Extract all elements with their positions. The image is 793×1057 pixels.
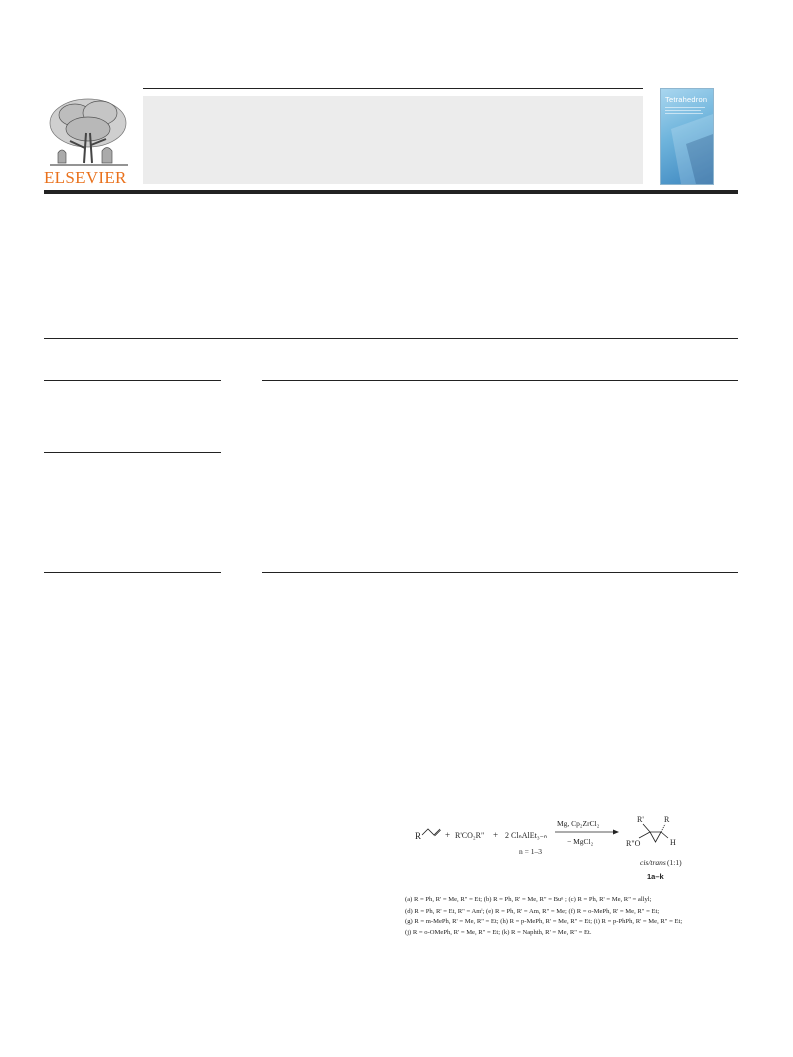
compound-label: 1a–k: [647, 872, 664, 881]
abstract-bottom-rule: [262, 572, 738, 573]
aluminum-reagent: 2 ClₙAlEt₃₋ₙ: [505, 831, 548, 840]
keywords-rule-1: [44, 380, 221, 381]
header-top-rule: [143, 88, 643, 89]
alkene-bond: [422, 829, 440, 835]
scheme-caption-line-2: (d) R = Ph, R' = Et, R" = Amⁱ; (e) R = Ph, R' = Am, R" = Me; (f) R = o-MePh, R' = Me, R" = Et;: [405, 908, 660, 915]
stereo-label: cis/trans: [640, 858, 666, 867]
stereo-ratio: (1:1): [667, 858, 682, 867]
bond-r-prime: [643, 824, 650, 832]
conditions-below: − MgCl₂: [567, 837, 594, 846]
publisher-wordmark: ELSEVIER: [44, 168, 127, 187]
n-range: n = 1–3: [519, 847, 542, 856]
bond-or: [639, 832, 650, 838]
journal-cover-title: Tetrahedron: [665, 95, 708, 104]
cover-graphic-icon: [661, 89, 713, 184]
bond-r-wavy: [661, 824, 665, 832]
scheme-caption-line-4: (j) R = o-OMePh, R' = Me, R" = Et; (k) R = Naphth, R' = Me, R" = Et.: [405, 929, 592, 936]
conditions-above: Mg, Cp₂ZrCl₂: [557, 819, 600, 828]
keywords-rule-2: [44, 452, 221, 453]
scheme-caption-line-3: (g) R = m-MePh, R' = Me, R" = Et; (h) R = p-MePh, R' = Me, R" = Et; (i) R = p-PhPh, R' = Me, R" = Et;: [405, 918, 683, 925]
plus-sign-1: +: [445, 830, 451, 840]
product-r-prime: R': [637, 815, 644, 824]
alkene-r-label: R: [415, 831, 422, 841]
bond-h: [661, 832, 668, 838]
plus-sign-2: +: [493, 830, 499, 840]
reaction-scheme-graphic: [395, 812, 745, 882]
arrow-head-icon: [613, 830, 619, 835]
cyclopropane-ring: [650, 832, 661, 842]
header-thick-rule: [44, 190, 738, 194]
elsevier-tree-icon: [40, 93, 132, 171]
scheme-caption-line-1: (a) R = Ph, R' = Me, R" = Et; (b) R = Ph, R' = Me, R" = Buⁿ ; (c) R = Ph, R' = Me, R" = allyl;: [405, 896, 652, 903]
keywords-rule-3: [44, 572, 221, 573]
abstract-top-rule: [262, 380, 738, 381]
article-info-rule: [44, 338, 738, 339]
journal-banner: [143, 96, 643, 184]
product-ro: R"O: [626, 839, 641, 848]
product-r: R: [664, 815, 670, 824]
journal-cover: [660, 88, 714, 185]
product-h: H: [670, 838, 676, 847]
ester-formula: R'CO₂R": [455, 831, 485, 840]
